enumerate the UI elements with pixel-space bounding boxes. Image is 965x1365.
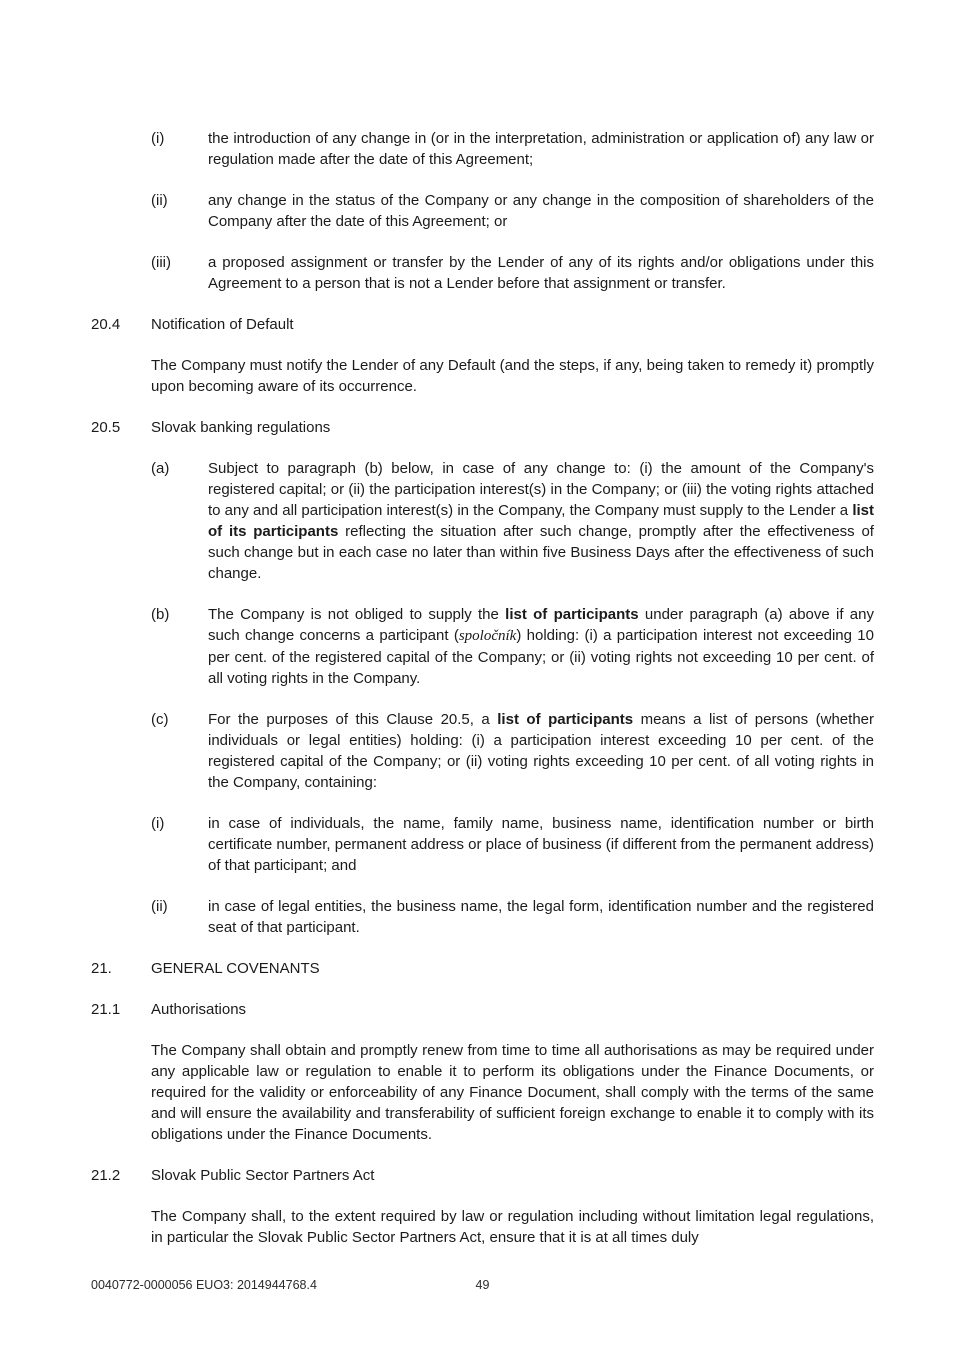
paragraph-segment: reflecting the situation after such change, promptly after the effectiveness of such change but in each case no later than within five Business Days after the effectiveness of such change.	[208, 523, 874, 582]
paragraph-segment: The Company is not obliged to supply the	[208, 606, 506, 623]
document-reference: 0040772-0000056 EUO3: 2014944768.4	[91, 1278, 317, 1292]
list-text: in case of legal entities, the business name, the legal form, identification number and the registered seat of that participant.	[208, 898, 874, 936]
list-item-c	[151, 709, 874, 793]
clause-heading: Slovak Public Sector Partners Act	[151, 1167, 375, 1184]
list-item-iii	[151, 252, 874, 294]
list-item-i	[151, 128, 874, 170]
list-marker: (ii)	[151, 192, 168, 209]
list-marker: (a)	[151, 460, 170, 477]
clause-heading: GENERAL COVENANTS	[151, 960, 320, 977]
clause-21-heading-row	[91, 958, 874, 979]
paragraph-segment: means a list of persons (whether individuals or legal entities) holding: (i) a participation interest exceeding 10 per cent. of the registered capital of the Company; or (ii) voting rights exceeding 10 per cent. of all voting rights in the Company, containing:	[208, 711, 875, 791]
list-item-ii	[151, 190, 874, 232]
clause-20-4-body: The Company must notify the Lender of any Default (and the steps, if any, being taken to remedy it) promptly upon becoming aware of its occurrence.	[151, 357, 874, 395]
defined-term-bold: list of its participants	[208, 502, 874, 540]
list-marker: (i)	[151, 815, 165, 832]
list-item-a	[151, 458, 874, 584]
list-marker: (b)	[151, 606, 170, 623]
list-text: in case of individuals, the name, family name, business name, identification number or birth certificate number, permanent address or place of business (if different from the permanent address) of that participant; and	[208, 815, 874, 874]
list-text	[208, 604, 874, 689]
clause-number: 21.2	[91, 1167, 121, 1184]
clause-number: 20.4	[91, 316, 121, 333]
clause-21-2-body: The Company shall, to the extent required by law or regulation including without limitation legal regulations, in particular the Slovak Public Sector Partners Act, ensure that it is at all times duly	[151, 1208, 874, 1246]
clause-heading: Notification of Default	[151, 316, 294, 333]
list-item-c-ii	[151, 896, 874, 938]
paragraph-segment: under paragraph (a) above if any such change concerns a participant (	[208, 606, 874, 644]
page-number: 49	[475, 1278, 490, 1292]
list-marker: (c)	[151, 711, 169, 728]
defined-term-bold: list of participants	[497, 711, 634, 728]
defined-term-bold: list of participants	[505, 606, 639, 623]
clause-number: 21.	[91, 960, 112, 977]
clause-21-1-heading-row	[91, 999, 874, 1020]
clause-20-5-heading-row	[91, 417, 874, 438]
paragraph-segment: For the purposes of this Clause 20.5, a	[208, 711, 498, 728]
clause-21-2-heading-row	[91, 1165, 874, 1186]
clause-21-1-body: The Company shall obtain and promptly renew from time to time all authorisations as may be required under any applicable law or regulation to enable it to perform its obligations under the Finance Documents, or required for the validity or enforceability of any Finance Document, shall comply with the terms of the same and will ensure the availability and transferability of sufficient foreign exchange to enable it to comply with its obligations under the Finance Documents.	[151, 1042, 874, 1143]
clause-heading: Authorisations	[151, 1001, 247, 1018]
list-text	[208, 458, 874, 584]
paragraph-segment: Subject to paragraph (b) below, in case of any change to: (i) the amount of the Company's registered capital; or (ii) the participation interest(s) in the Company; or (iii) the voting rights attached to any and all participation interest(s) in the Company, the Company must supply to the Lender a	[208, 460, 874, 519]
list-text: any change in the status of the Company or any change in the composition of shareholders of the Company after the date of this Agreement; or	[208, 192, 874, 230]
list-item-c-i	[151, 813, 874, 876]
list-marker: (iii)	[151, 254, 171, 271]
list-marker: (i)	[151, 130, 165, 147]
clause-20-4-heading-row	[91, 314, 874, 335]
clause-number: 20.5	[91, 419, 121, 436]
list-item-b	[151, 604, 874, 689]
list-text	[208, 709, 874, 793]
list-text: the introduction of any change in (or in the interpretation, administration or application of) any law or regulation made after the date of this Agreement;	[208, 130, 874, 168]
clause-heading: Slovak banking regulations	[151, 419, 331, 436]
list-marker: (ii)	[151, 898, 168, 915]
document-content	[91, 128, 874, 1268]
list-text: a proposed assignment or transfer by the Lender of any of its rights and/or obligations under this Agreement to a person that is not a Lender before that assignment or transfer.	[208, 254, 874, 292]
clause-number: 21.1	[91, 1001, 121, 1018]
paragraph-segment: ) holding: (i) a participation interest not exceeding 10 per cent. of the registered capital of the Company; or (ii) voting rights not exceeding 10 per cent. of all voting rights in the Company.	[208, 627, 874, 687]
foreign-term-italic: spoločník	[458, 628, 517, 644]
